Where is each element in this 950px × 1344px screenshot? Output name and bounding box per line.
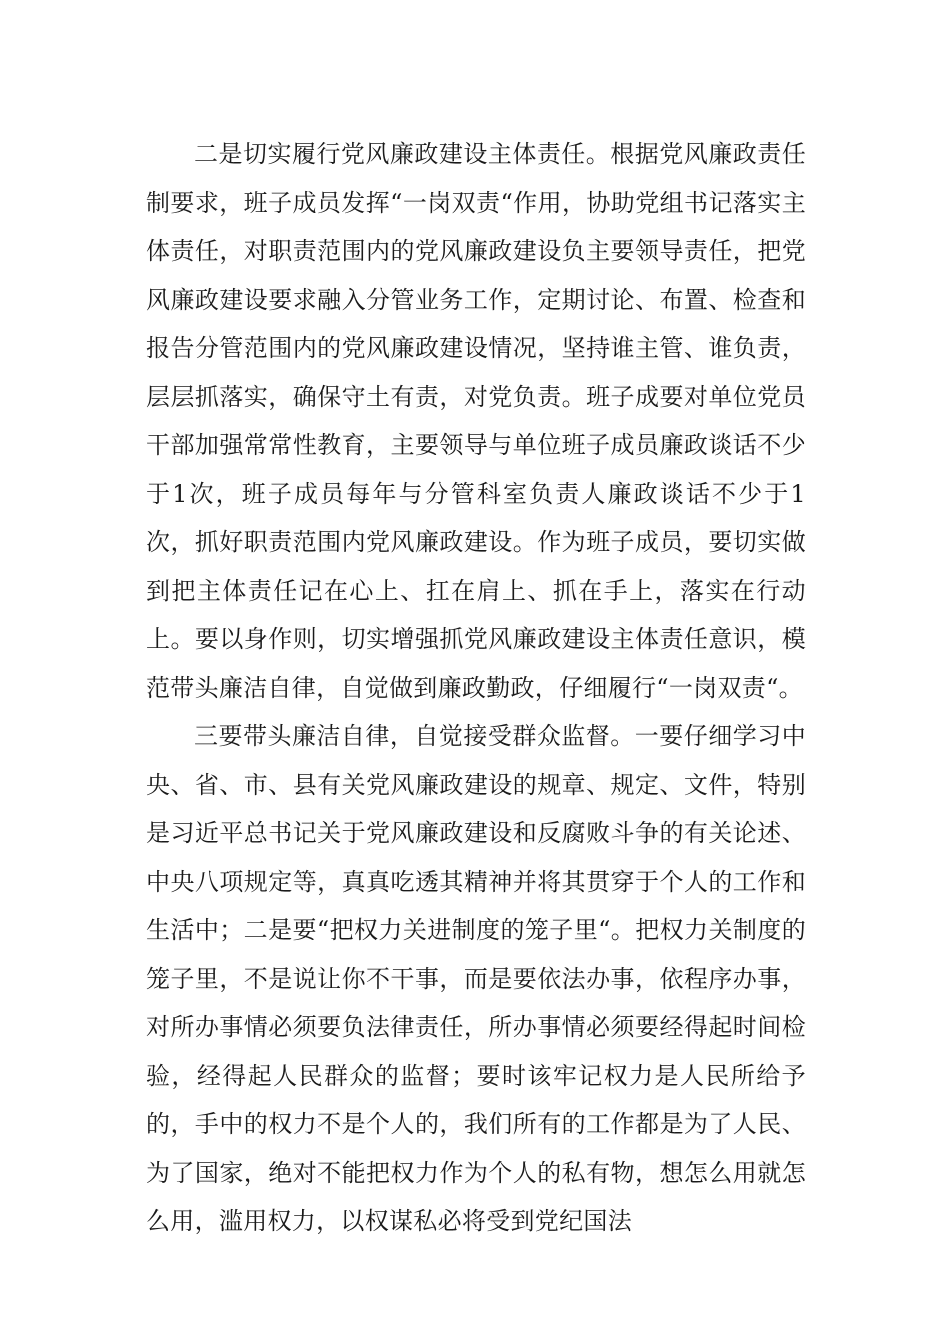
paragraph-responsibility: 二是切实履行党风廉政建设主体责任。根据党风廉政责任制要求，班子成员发挥“一岗双责“作用，协助党组书记落实主体责任，对职责范围内的党风廉政建设负主要领导责任，把党风廉政建设要求融入分管业务工作，定期讨论、布置、检查和报告分管范围内的党风廉政建设情况，坚持谁主管、谁负责，层层抓落实，确保守土有责，对党负责。班子成要对单位党员干部加强常常性教育，主要领导与单位班子成员廉政谈话不少于1次，班子成员每年与分管科室负责人廉政谈话不少于1次，抓好职责范围内党风廉政建设。作为班子成员，要切实做到把主体责任记在心上、扛在肩上、抓在手上，落实在行动上。要以身作则，切实增强抓党风廉政建设主体责任意识，模范带头廉洁自律，自觉做到廉政勤政，仔细履行“一岗双责“。 — [146, 140, 806, 702]
paragraph-self-discipline: 三要带头廉洁自律，自觉接受群众监督。一要仔细学习中央、省、市、县有关党风廉政建设的规章、规定、文件，特别是习近平总书记关于党风廉政建设和反腐败斗争的有关论述、中央八项规定等，真真吃透其精神并将其贯穿于个人的工作和生活中；二是要“把权力关进制度的笼子里“。把权力关制度的笼子里，不是说让你不干事，而是要依法办事，依程序办事，对所办事情必须要负法律责任，所办事情必须要经得起时间检验，经得起人民群众的监督；要时该牢记权力是人民所给予的，手中的权力不是个人的，我们所有的工作都是为了人民、为了国家，绝对不能把权力作为个人的私有物，想怎么用就怎么用，滥用权力，以权谋私必将受到党纪国法 — [146, 722, 806, 1235]
document-body — [146, 130, 806, 1246]
